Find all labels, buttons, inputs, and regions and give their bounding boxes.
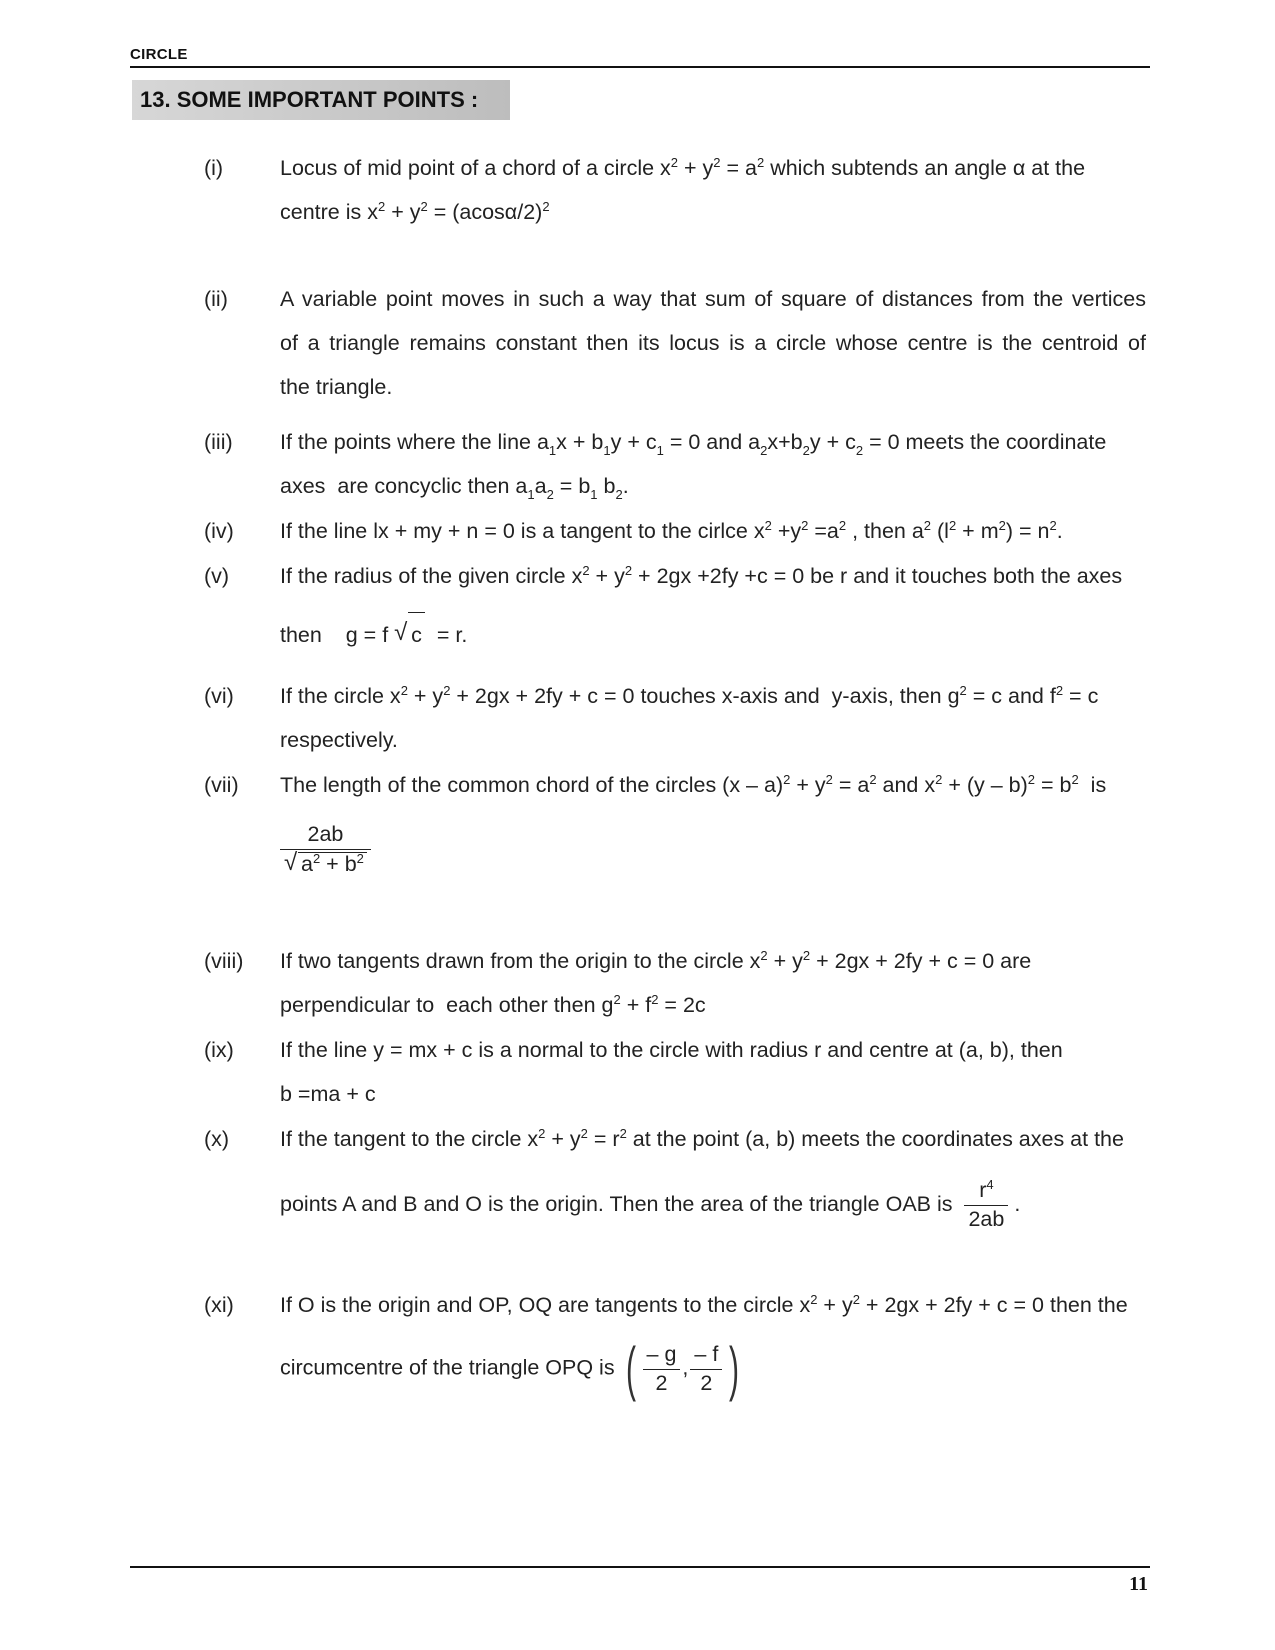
fraction: $\frac{- f}{2}$ [690,1343,722,1395]
item-number: (vii) [204,773,239,797]
point-v-line-1: If the radius of the given circle $x^2 + y^2 + 2gx +2fy +c = 0$ be r and it touches both the axes [280,563,1123,588]
item-number: (viii) [204,949,244,973]
point-ii-line-2: of a triangle remains constant then its locus is a circle whose centre is the centroid of [280,331,1146,355]
point-xi-line-2: circumcentre of the triangle OPQ is ( $\frac{- g}{2}$ , $\frac{- f}{2}$ ) [280,1335,740,1402]
point-vii-line-1: The length of the common chord of the circles $(x - a)^2 + y^2 = a^2$ and $x^2 + (y - b)^2 = b^2$ is [280,772,1107,797]
point-i-line-2: centre is $x^2 + y^2 = (acos\alpha/2)^2$ [280,199,550,224]
point-ii-line-1: A variable point moves in such a way that sum of square of distances from the vertices [280,287,1146,311]
item-number: (iii) [204,430,233,454]
point-iii-line-1: If the points where the line $a_1x + b_1y + c_1 = 0$ and $a_2x+b_2y + c_2 = 0$ meets the coordinate [280,430,1107,458]
footer-rule [130,1566,1150,1568]
sqrt-symbol: √ c [394,612,425,658]
point-ix-line-1: If the line y = mx + c is a normal to the circle with radius r and centre at (a, b), then [280,1038,1063,1062]
item-number: (vi) [204,684,234,708]
point-iii-line-2: axes are concyclic then $a_1a_2 = b_1$ $b_2$. [280,474,629,502]
header-rule [130,66,1150,68]
point-vii-result [280,823,377,876]
fraction: 2ab √ $a^2 + b^2$ [280,823,371,876]
item-number: (xi) [204,1293,234,1317]
point-xi-line-1: If O is the origin and OP, OQ are tangents to the circle $x^2 + y^2 + 2gx + 2fy + c = 0$ then the [280,1292,1128,1317]
page-number: 11 [1129,1573,1148,1595]
point-vi-line-1: If the circle $x^2 + y^2 + 2gx + 2fy + c = 0$ touches x-axis and y-axis, then $g^2 = c$ and $f^2 = c$ [280,683,1099,708]
item-number: (x) [204,1127,230,1151]
point-iv-line-1: If the line lx + my + n = 0 is a tangent to the cirlce $x^2 +y^2 =a^2$ , then $a^2$ $(l^2 + m^2) = n^2$. [280,518,1063,543]
point-v-line-2: then g = f √ c = r. [280,612,467,658]
item-number: (ii) [204,287,228,311]
fraction: $\frac{r^4}{2ab}$ [964,1179,1008,1231]
point-viii-line-2: perpendicular to each other then $g^2 + f^2 = 2c$ [280,992,706,1017]
point-x-line-2: points A and B and O is the origin. Then the area of the triangle OAB is $\frac{r^4}{2ab}$ . [280,1177,1021,1231]
item-number: (iv) [204,519,234,543]
point-ix-line-2: b =ma + c [280,1082,376,1106]
item-number: (i) [204,156,224,180]
item-number: (v) [204,564,230,588]
item-number: (ix) [204,1038,234,1062]
fraction: $\frac{- g}{2}$ [643,1343,681,1395]
chapter-label: CIRCLE [130,46,188,63]
point-ii-line-3: the triangle. [280,375,393,399]
point-i-line-1: Locus of mid point of a chord of a circle $x^2 + y^2 = a^2$ which subtends an angle α at the [280,155,1086,180]
point-x-line-1: If the tangent to the circle $x^2 + y^2 = r^2$ at the point (a, b) meets the coordinates axes at the [280,1126,1124,1151]
section-title: 13. SOME IMPORTANT POINTS : [132,80,510,120]
point-vi-line-2: respectively. [280,728,398,752]
point-viii-line-1: If two tangents drawn from the origin to the circle $x^2 + y^2 + 2gx + 2fy + c = 0$ are [280,948,1032,973]
